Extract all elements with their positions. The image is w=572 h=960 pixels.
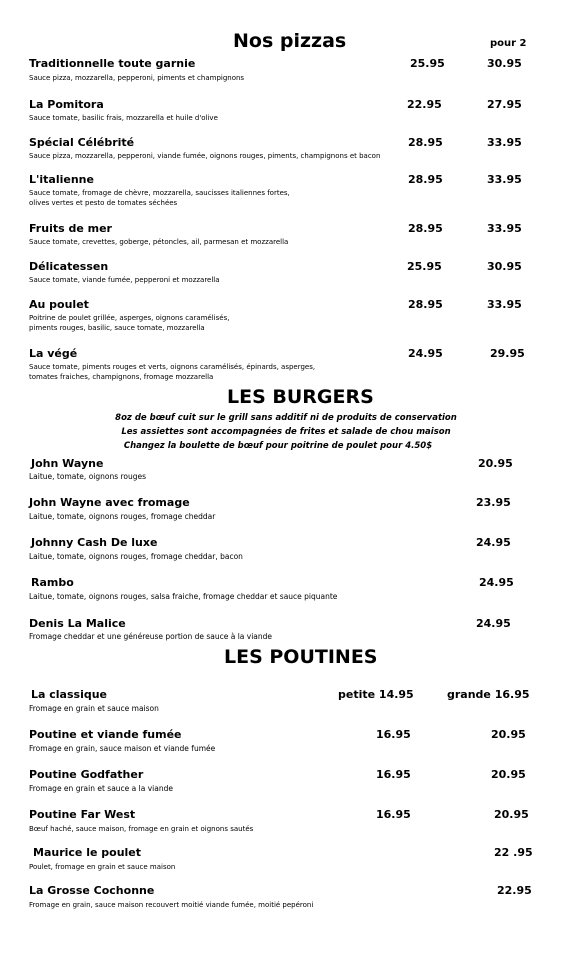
item-price-small: 16.95 [376, 728, 411, 741]
item-description: Laitue, tomate, oignons rouges, salsa fraiche, fromage cheddar et sauce piquante [29, 592, 338, 601]
item-description: Sauce tomate, crevettes, goberge, pétoncles, ail, parmesan et mozzarella [29, 238, 289, 246]
item-description: tomates fraiches, champignons, fromage mozzarella [29, 373, 214, 381]
item-price: 22.95 [407, 98, 442, 111]
item-price: 25.95 [410, 57, 445, 70]
item-description: Poulet, fromage en grain et sauce maison [29, 863, 176, 871]
item-name: John Wayne [31, 457, 104, 470]
item-price-for-two: 33.95 [487, 222, 522, 235]
item-description: Bœuf haché, sauce maison, fromage en grain et oignons sautés [29, 825, 254, 833]
item-description: Sauce tomate, fromage de chèvre, mozzarella, saucisses italiennes fortes, [29, 189, 290, 197]
burgers-note: Les assiettes sont accompagnées de frites et salade de chou maison [121, 427, 451, 437]
pizzas-size2-label: pour 2 [490, 38, 527, 49]
item-name: Maurice le poulet [33, 846, 142, 859]
item-price-for-two: 29.95 [490, 347, 525, 360]
item-price: 24.95 [408, 347, 443, 360]
item-price-for-two: 33.95 [487, 173, 522, 186]
item-price-for-two: 33.95 [487, 298, 522, 311]
item-price: 20.95 [478, 457, 513, 470]
item-price-large: 20.95 [491, 768, 526, 781]
item-description: Fromage en grain et sauce maison [29, 704, 159, 713]
item-name: Spécial Célébrité [29, 136, 135, 149]
pizzas-title: Nos pizzas [233, 30, 347, 52]
item-price: 28.95 [408, 298, 443, 311]
item-price-large: 20.95 [494, 808, 529, 821]
item-description: Laitue, tomate, oignons rouges, fromage cheddar [29, 512, 216, 521]
item-name: Poutine et viande fumée [29, 728, 182, 741]
item-price: 23.95 [476, 496, 511, 509]
item-name: La végé [29, 347, 78, 360]
item-price-for-two: 30.95 [487, 57, 522, 70]
item-price-small: 16.95 [376, 768, 411, 781]
item-price-for-two: 33.95 [487, 136, 522, 149]
item-name: L'italienne [29, 173, 94, 186]
item-name: La Grosse Cochonne [29, 884, 155, 897]
item-price-large: 22 .95 [494, 846, 533, 859]
item-name: Au poulet [29, 298, 89, 311]
item-name: Rambo [31, 576, 74, 589]
item-name: La classique [31, 688, 108, 701]
item-price: 25.95 [407, 260, 442, 273]
poutines-title: LES POUTINES [224, 646, 378, 668]
item-price-large: 22.95 [497, 884, 532, 897]
burgers-note: Changez la boulette de bœuf pour poitrine de poulet pour 4.50$ [123, 441, 433, 451]
item-price: 24.95 [479, 576, 514, 589]
burgers-title: LES BURGERS [227, 386, 374, 408]
item-price: 24.95 [476, 536, 511, 549]
item-name: Traditionnelle toute garnie [29, 57, 196, 70]
item-price-for-two: 30.95 [487, 260, 522, 273]
item-name: La Pomitora [29, 98, 104, 111]
item-description: Sauce pizza, mozzarella, pepperoni, piments et champignons [29, 74, 245, 82]
item-description: Sauce tomate, viande fumée, pepperoni et mozzarella [29, 276, 220, 284]
item-description: Sauce tomate, basilic frais, mozzarella et huile d'olive [29, 114, 218, 122]
item-description: Poitrine de poulet grillée, asperges, oignons caramélisés, [29, 314, 230, 322]
item-name: Johnny Cash De luxe [31, 536, 158, 549]
burgers-note: 8oz de bœuf cuit sur le grill sans additif ni de produits de conservation [115, 413, 457, 423]
item-price-small: petite 14.95 [338, 688, 414, 701]
item-price-for-two: 27.95 [487, 98, 522, 111]
item-price: 28.95 [408, 136, 443, 149]
item-price: 28.95 [408, 173, 443, 186]
item-name: Fruits de mer [29, 222, 112, 235]
item-name: Denis La Malice [29, 617, 126, 630]
item-name: Poutine Far West [29, 808, 136, 821]
item-name: Poutine Godfather [29, 768, 144, 781]
item-description: piments rouges, basilic, sauce tomate, mozzarella [29, 324, 205, 332]
item-description: Fromage en grain, sauce maison recouvert moitié viande fumée, moitié pepéroni [29, 901, 314, 909]
item-description: Laitue, tomate, oignons rouges, fromage cheddar, bacon [29, 552, 243, 561]
item-description: Laitue, tomate, oignons rouges [29, 472, 147, 481]
item-description: Fromage en grain, sauce maison et viande fumée [29, 744, 216, 753]
item-price: 28.95 [408, 222, 443, 235]
item-description: Sauce pizza, mozzarella, pepperoni, viande fumée, oignons rouges, piments, champignons et bacon [29, 152, 381, 160]
item-name: John Wayne avec fromage [29, 496, 190, 509]
item-description: Fromage en grain et sauce a la viande [29, 784, 173, 793]
item-description: Fromage cheddar et une généreuse portion de sauce à la viande [29, 632, 273, 641]
item-price: 24.95 [476, 617, 511, 630]
item-price-small: 16.95 [376, 808, 411, 821]
item-description: Sauce tomate, piments rouges et verts, oignons caramélisés, épinards, asperges, [29, 363, 316, 371]
item-price-large: grande 16.95 [447, 688, 530, 701]
item-description: olives vertes et pesto de tomates séchées [29, 199, 178, 207]
item-price-large: 20.95 [491, 728, 526, 741]
item-name: Délicatessen [29, 260, 109, 273]
